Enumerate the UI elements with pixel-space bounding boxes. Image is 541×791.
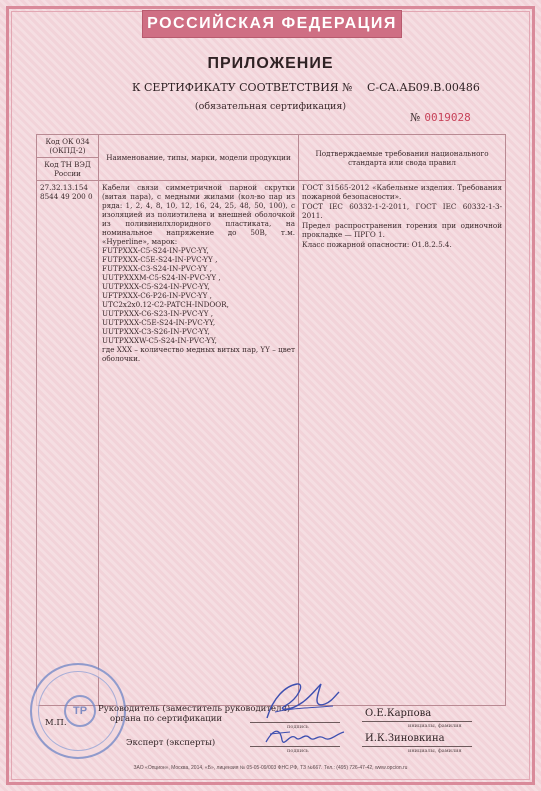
certificate-number: С-СА.АБ09.В.00486: [367, 81, 480, 94]
empty-space: [102, 363, 295, 703]
header-code-tn: Код ТН ВЭД России: [37, 157, 98, 178]
model-item: FUTPXXX-C5E-S24-IN-PVC-YY ,: [102, 255, 218, 264]
header-codes-cell: [37, 135, 99, 181]
serial-prefix: №: [410, 111, 421, 124]
requirement-item: Предел распространения горения при одиночной прокладке — ПРГО 1.: [302, 221, 502, 239]
header-requirements: Подтверждаемые требования национального стандарта или свода правил: [299, 135, 506, 181]
expert-label: Эксперт (эксперты): [126, 738, 216, 748]
model-item: UUTPXXXM-C5-S24-IN-PVC-YY ,: [102, 273, 221, 282]
document-subtitle: К СЕРТИФИКАТУ СООТВЕТСТВИЯ №: [132, 81, 353, 94]
model-note: где XXX – количество медных витых пар, YY – цвет оболочки.: [102, 345, 295, 363]
head-sign-caption: подпись: [287, 724, 309, 730]
country-banner: РОССИЙСКАЯ ФЕДЕРАЦИЯ: [142, 10, 402, 38]
head-label-1: Руководитель (заместитель руководителя): [98, 704, 291, 714]
printer-footer: ЗАО «Опцион», Москва, 2014, «Б», лицензия № 05-05-09/003 ФНС РФ, ТЗ №667. Тел.: (495) 726-47-42, www.opcion.ru: [133, 765, 408, 771]
head-signature: [255, 678, 345, 724]
model-item: FUTPXXX-C5-S24-IN-PVC-YY,: [102, 246, 209, 255]
document-title: ПРИЛОЖЕНИЕ: [207, 55, 334, 72]
mandatory-note: (обязательная сертификация): [194, 101, 347, 112]
expert-name-line: [362, 746, 472, 747]
requirements-cell: [299, 181, 506, 706]
serial-number-block: [410, 111, 471, 124]
model-item: UUTPXXX-C6-S23-IN-PVC-YY ,: [102, 309, 214, 318]
head-label-2: органа по сертификации: [110, 714, 223, 724]
requirement-item: ГОСТ 31565-2012 «Кабельные изделия. Требования пожарной безопасности».: [302, 183, 502, 201]
model-item: UUTPXXXW-C5-S24-IN-PVC-YY,: [102, 336, 217, 345]
model-item: UUTPXXX-C3-S26-IN-PVC-YY,: [102, 327, 210, 336]
codes-cell: [37, 181, 99, 706]
expert-name-caption: инициалы, фамилия: [408, 748, 462, 754]
code-okpd: 27.32.13.154: [40, 183, 89, 192]
model-item: FUTPXXX-C3-S24-IN-PVC-YY ,: [102, 264, 212, 273]
products-table: [36, 134, 506, 706]
serial-number: 0019028: [424, 111, 471, 124]
requirement-item: Класс пожарной опасности: О1.8.2.5.4.: [302, 240, 452, 249]
product-description: Кабели связи симметричной парной скрутки (витая пара), с медными жилами (кол-во пар из ряда: 1, 2, 4, 8, 10, 12, 16, 24, 25, 48, 50, 100), с изоляцией из полиэтилена и внешней оболочкой из поливинилхлоридного пластиката, на номинальное напряжение до 50В, т.м. «Hyperline», марок:: [102, 183, 295, 246]
head-name: О.Е.Карпова: [365, 708, 432, 719]
stamp-place-mp: М.П.: [45, 718, 67, 728]
header-name: Наименование, типы, марки, модели продукции: [99, 135, 299, 181]
expert-sign-caption: подпись: [287, 748, 309, 754]
model-item: UUTPXXX-C5E-S24-IN-PVC-YY,: [102, 318, 216, 327]
head-name-caption: инициалы, фамилия: [408, 723, 462, 729]
header-code-ok: Код ОК 034 (ОКПД-2): [45, 137, 90, 155]
expert-name: И.К.Зиновкина: [365, 733, 445, 744]
requirement-item: ГОСТ IEC 60332-1-2-2011, ГОСТ IEC 60332-1-3-2011.: [302, 202, 502, 220]
stamp-center-logo: ТР: [64, 695, 96, 727]
table-row: [37, 181, 506, 706]
model-item: UUTPXXX-C5-S24-IN-PVC-YY,: [102, 282, 210, 291]
model-item: UFTPXXX-C6-P26-IN-PVC-YY ,: [102, 291, 212, 300]
head-name-line: [362, 721, 472, 722]
products-cell: [99, 181, 299, 706]
code-tnved: 8544 49 200 0: [40, 192, 93, 201]
expert-signature: [260, 722, 350, 752]
table-header-row: [37, 135, 506, 181]
model-item: UTC2x2x0.12-C2-PATCH-INDOOR,: [102, 300, 229, 309]
